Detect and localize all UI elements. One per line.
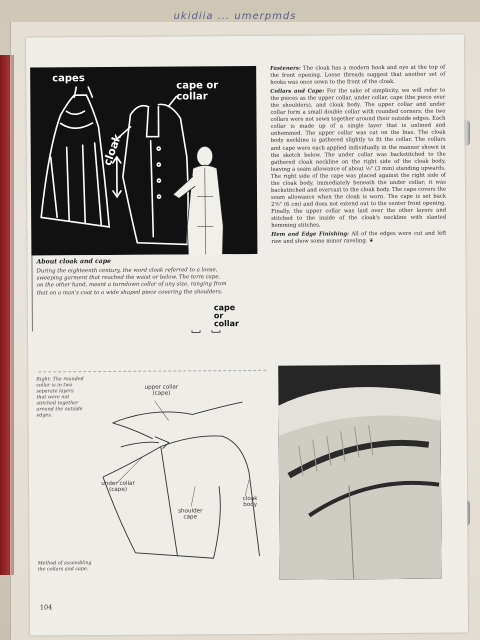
caption-title: About cloak and cape — [36, 257, 112, 266]
divider — [38, 370, 266, 373]
side-note-top: Right: The rounded collar is in two separate layers that were not stitched together around the outside edges. — [36, 377, 84, 419]
label-cape-or-collar: cape or collar — [176, 80, 219, 103]
page-number: 104 — [39, 603, 53, 612]
paragraph-fasteners: Fasteners: The cloak has a modern hook and eye at the top of the front opening. Loose threads suggest that another set of hooks was once sewn to the front of the cloak. — [270, 64, 446, 86]
label-under-collar: under collar (cape) — [101, 480, 135, 494]
label-cloak: cloak — [100, 132, 124, 168]
caption-body: During the eighteenth century, the word cloak referred to a loose, sweeping garment that reached the waist or below. The term cape, on the other hand, meant a turndown collar of any size, ranging from that on a man's coat to a wide shaped piece covering the shoulders. — [36, 267, 227, 297]
label-upper-collar: upper collar (cape) — [144, 384, 179, 398]
collar-diagram — [72, 376, 273, 567]
book-page — [26, 34, 468, 635]
paragraph-hem: Hem and Edge Finishing: All of the edges were cut and left raw and show some minor raveling. ❦ — [271, 230, 447, 245]
handwritten-note: ukidiia ... umerpmds — [173, 11, 297, 22]
paragraph-collars: Collars and Cape: For the sake of simplicity, we will refer to the pieces as the upper collar, under collar, cape (the piece over the shoulders), and cloak body. The upper collar and under collar form a small double collar with rounded corners; the two collars were not sewn together around their outside edges. Each collar is made up of a single layer that is unlined and unhemmed. The upper collar was cut on the bias. The cloak body neckline is gathered slightly to fit the collar. The collars and cape were each applied individually in the manner shown in the sketch below. The under collar was backstitched to the gathered cloak neckline on the right side of the cloak body, leaving a seam allowance of about ⅛" (3 mm) standing upwards. The right side of the cape was placed against the right side of the cloak body, immediately beneath the under collar; it was backstitched and overcast to the cloak body. The cape covers the seam allowance when the cloak is worn. The cape is set back 2⅜" (6 cm) and does not extend out to the center front opening. Finally, the upper collar was laid over the other layers and stitched to the inside of the cloak's neckline with slanted hemming stitches. — [270, 87, 447, 229]
body-text-column — [270, 65, 446, 248]
label-cape-or-collar-low: cape or collar — [213, 303, 240, 329]
label-shoulder-cape: shoulder cape — [178, 508, 203, 521]
label-capes: capes — [52, 73, 85, 85]
caption-box — [31, 254, 233, 331]
label-cloak-body: cloak body — [242, 495, 258, 509]
collar-photo — [278, 365, 441, 580]
side-note-bottom: Method of assembling the collars and cape. — [37, 561, 92, 573]
